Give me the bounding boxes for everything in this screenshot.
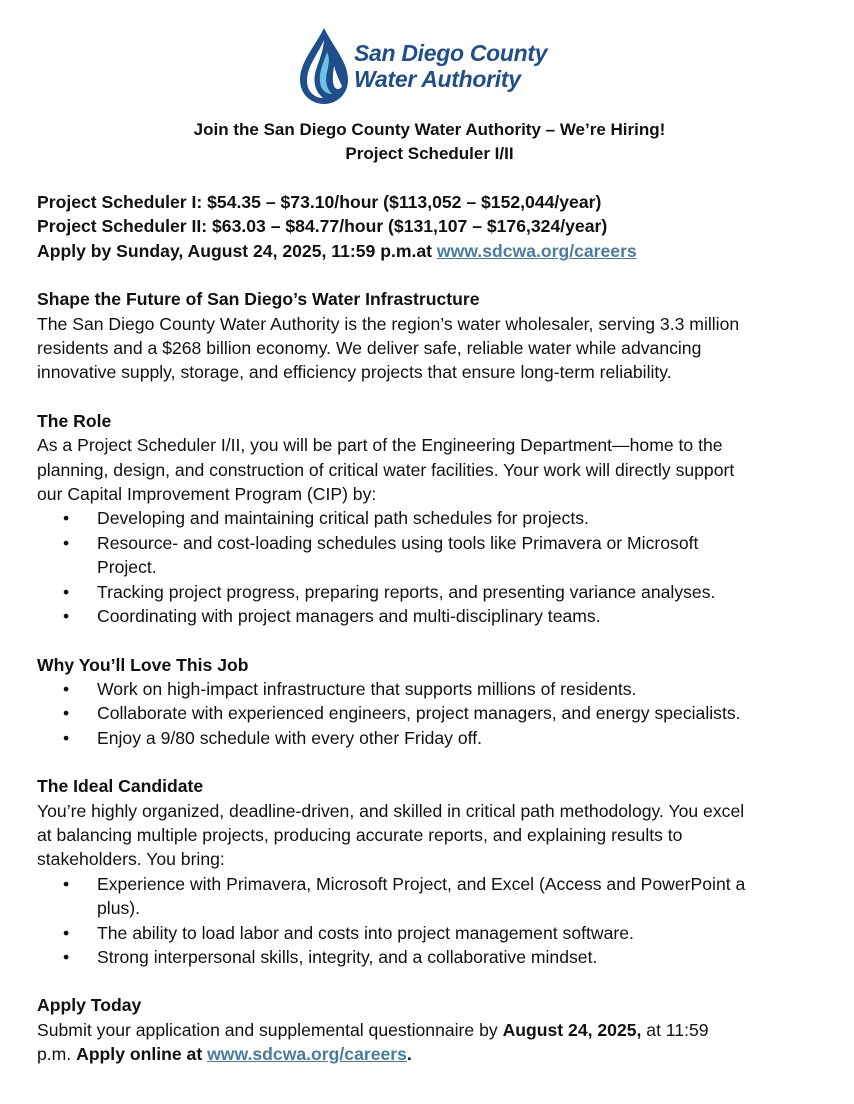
list-item: • The ability to load labor and costs into project management software.: [37, 921, 822, 945]
section-heading-shape: Shape the Future of San Diego’s Water Infrastructure: [37, 289, 480, 310]
list-item: [37, 531, 822, 580]
logo-line2: Water Authority: [354, 66, 521, 92]
list-item: • Developing and maintaining critical path schedules for projects.: [37, 506, 822, 530]
why-bullet-list: [37, 677, 822, 750]
paragraph-line: residents and a $268 billion economy. We deliver safe, reliable water while advancing: [37, 338, 702, 359]
logo-text: [354, 40, 547, 92]
section-heading-why: Why You’ll Love This Job: [37, 654, 249, 675]
paragraph-line: at balancing multiple projects, producing accurate reports, and explaining results to: [37, 824, 683, 845]
list-item: • Tracking project progress, preparing reports, and presenting variance analyses.: [37, 580, 822, 604]
logo-line1: San Diego County: [354, 40, 548, 66]
apply-text: p.m.: [37, 1044, 77, 1065]
apply-text: Submit your application and supplemental questionnaire by: [37, 1019, 503, 1040]
job-posting: [37, 118, 822, 1067]
section-heading-role: The Role: [37, 410, 112, 431]
list-item: • Coordinating with project managers and multi-disciplinary teams.: [37, 604, 822, 628]
list-item-text: Experience with Primavera, Microsoft Project, and Excel (Access and PowerPoint a: [97, 873, 746, 894]
list-item: [37, 872, 822, 921]
water-drop-icon: [296, 26, 352, 106]
list-item-text: Project.: [97, 557, 157, 578]
list-item: • Strong interpersonal skills, integrity, and a collaborative mindset.: [37, 945, 822, 969]
section-heading-ideal: The Ideal Candidate: [37, 776, 204, 797]
role-bullet-list: [37, 506, 822, 628]
apply-by-text: Apply by Sunday, August 24, 2025, 11:59 p.m.at: [37, 240, 437, 261]
paragraph-line: You’re highly organized, deadline-driven, and skilled in critical path methodology. You excel: [37, 800, 745, 821]
apply-deadline: August 24, 2025,: [502, 1019, 642, 1040]
list-item: • Collaborate with experienced engineers, project managers, and energy specialists.: [37, 701, 822, 725]
apply-period: .: [406, 1044, 412, 1065]
paragraph-line: [37, 1042, 822, 1066]
page-title: Join the San Diego County Water Authority – We’re Hiring!: [193, 120, 666, 139]
ideal-bullet-list: [37, 872, 822, 970]
apply-by-line: [37, 239, 822, 263]
pay-line-scheduler-2: Project Scheduler II: $63.03 – $84.77/hour ($131,107 – $176,324/year): [37, 216, 608, 237]
list-item: • Work on high-impact infrastructure that supports millions of residents.: [37, 677, 822, 701]
page-subtitle: Project Scheduler I/II: [345, 144, 514, 163]
careers-link[interactable]: www.sdcwa.org/careers: [436, 240, 637, 261]
paragraph-line: As a Project Scheduler I/II, you will be part of the Engineering Department—home to the: [37, 435, 723, 456]
paragraph-line: [37, 1018, 822, 1042]
section-heading-apply: Apply Today: [37, 995, 142, 1016]
apply-online-label: Apply online at: [76, 1044, 208, 1065]
pay-line-scheduler-1: Project Scheduler I: $54.35 – $73.10/hour ($113,052 – $152,044/year): [37, 192, 602, 212]
paragraph-line: innovative supply, storage, and efficiency projects that ensure long-term reliability.: [37, 362, 672, 383]
careers-link-bottom[interactable]: www.sdcwa.org/careers: [207, 1044, 407, 1065]
paragraph-line: stakeholders. You bring:: [37, 849, 225, 870]
list-item: • Enjoy a 9/80 schedule with every other Friday off.: [37, 726, 822, 750]
list-item-text: Resource- and cost-loading schedules using tools like Primavera or Microsoft: [97, 532, 699, 553]
logo: [296, 26, 566, 106]
paragraph-line: our Capital Improvement Program (CIP) by:: [37, 484, 377, 505]
paragraph-line: The San Diego County Water Authority is the region’s water wholesaler, serving 3.3 million: [37, 313, 740, 334]
apply-text: at 11:59: [641, 1019, 709, 1040]
paragraph-line: planning, design, and construction of critical water facilities. Your work will directly support: [37, 459, 735, 480]
list-item-text: plus).: [97, 898, 141, 919]
